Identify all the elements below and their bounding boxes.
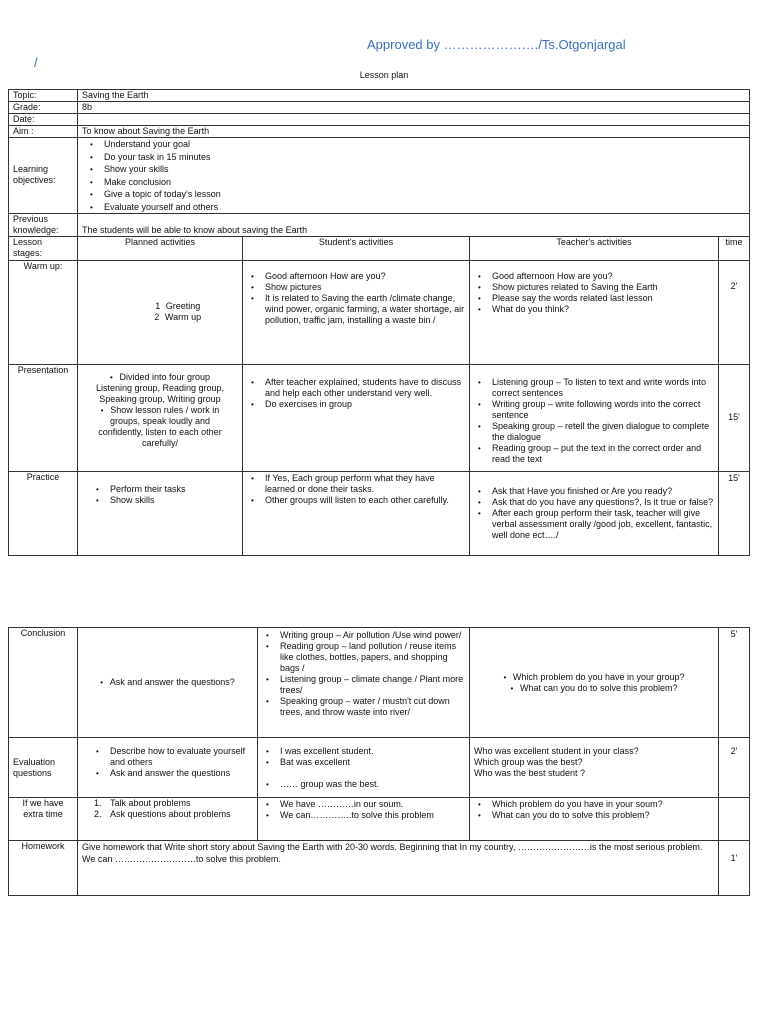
list-item: • After each group perform their task, teacher will give verbal assessment orally /good job, excellent, fantastic, well done ect…./: [474, 508, 714, 541]
topic-row: [9, 90, 750, 102]
list-item: • If Yes, Each group perform what they have learned or done their tasks.: [247, 473, 465, 495]
objectives-list: [86, 139, 745, 213]
practice-stage: Practice: [9, 471, 78, 555]
conclusion-students-list: [262, 630, 465, 718]
list-item: • Good afternoon How are you?: [247, 271, 465, 282]
homework-time: 1': [719, 841, 750, 896]
warmup-row: [9, 260, 750, 364]
lesson-plan-table-2: [8, 627, 750, 896]
extra-students-list: [262, 799, 465, 821]
extra-time: [719, 798, 750, 841]
list-item: • Perform their tasks: [92, 484, 238, 495]
date-label: Date:: [9, 114, 78, 126]
list-item: • Reading group – land pollution / reuse items like clothes, bottles, papers, and shopping bags /: [262, 641, 465, 674]
homework-stage: Homework: [9, 841, 78, 896]
list-item: • Show pictures: [247, 282, 465, 293]
evaluation-teacher-question: Who was excellent student in your class?: [474, 746, 639, 756]
conclusion-stage: Conclusion: [9, 628, 78, 738]
warmup-time: 2': [719, 260, 750, 364]
list-item: • I was excellent student.: [262, 746, 465, 757]
evaluation-time: 2': [719, 738, 750, 798]
list-item: • Other groups will listen to each other carefully.: [247, 495, 465, 506]
list-item: • We have …………in our soum.: [262, 799, 465, 810]
list-item: • After teacher explained, students have to discuss and help each other understand very well.: [247, 377, 465, 399]
list-item: • Reading group – put the text in the correct order and read the text: [474, 443, 714, 465]
list-item: • Evaluate yourself and others: [86, 202, 745, 213]
column-header-row: [9, 236, 750, 260]
list-item: • Do your task in 15 minutes: [86, 152, 745, 163]
extra-time-row: [9, 798, 750, 841]
warmup-stage: Warm up:: [9, 260, 78, 364]
list-item: • Do exercises in group: [247, 399, 465, 410]
homework-row: [9, 841, 750, 896]
list-item: • Writing group – write following words into the correct sentence: [474, 399, 714, 421]
date-row: [9, 114, 750, 126]
list-item: • …… group was the best.: [262, 779, 465, 790]
aim-label: Aim :: [9, 126, 78, 138]
page-title: Lesson plan: [359, 70, 409, 80]
presentation-planned-list: [92, 372, 228, 449]
presentation-stage: Presentation: [9, 364, 78, 471]
warmup-students-list: [247, 271, 465, 326]
presentation-teachers-list: [474, 377, 714, 465]
list-item: • Ask and answer the questions?: [98, 677, 237, 688]
practice-row: [9, 471, 750, 555]
practice-teachers-list: [474, 486, 714, 541]
conclusion-teachers-list: [474, 672, 714, 694]
grade-label: Grade:: [9, 102, 78, 114]
grade-row: [9, 102, 750, 114]
list-item: 1. Talk about problems: [94, 798, 191, 808]
practice-time: 15': [719, 471, 750, 555]
list-item: • Give a topic of today's lesson: [86, 189, 745, 200]
slash-mark: /: [34, 55, 38, 70]
list-item: • Listening group – To listen to text and write words into correct sentences: [474, 377, 714, 399]
practice-planned-list: [92, 484, 238, 506]
list-item: 1 Greeting: [155, 300, 201, 311]
list-item: • Ask that do you have any questions?, Is it true or false?: [474, 497, 714, 508]
date-value: [78, 114, 750, 126]
list-item: • Bat was excellent: [262, 757, 465, 768]
evaluation-row: [9, 738, 750, 798]
evaluation-stage: Evaluation questions: [9, 738, 78, 798]
header-stages: Lesson stages:: [9, 236, 78, 260]
list-item: • Speaking group – water / mustn't cut down trees, and throw waste into river/: [262, 696, 465, 718]
list-item: • What do you think?: [474, 304, 714, 315]
header-planned: Planned activities: [78, 236, 243, 260]
approved-by: Approved by …………………./Ts.Otgonjargal: [367, 37, 626, 52]
list-item: • Divided into four group Listening group, Reading group, Speaking group, Writing group: [92, 372, 228, 405]
list-item: • It is related to Saving the earth /climate change, wind power, organic farming, a water shortage, air pollution, traffic jam, installing a waste bin /: [247, 293, 465, 326]
lesson-plan-table-1: [8, 89, 750, 556]
list-item: • Please say the words related last lesson: [474, 293, 714, 304]
list-item: • Understand your goal: [86, 139, 745, 150]
list-item: • Show lesson rules / work in groups, speak loudly and confidently, listen to each other carefully/: [92, 405, 228, 449]
evaluation-teacher-question: Which group was the best?: [474, 757, 583, 767]
list-item: • We can…………..to solve this problem: [262, 810, 465, 821]
warmup-planned-list: [112, 301, 238, 323]
objectives-row: [9, 138, 750, 214]
list-item: 2 Warm up: [154, 311, 202, 322]
previous-value: The students will be able to know about saving the Earth: [78, 213, 750, 236]
practice-students-list: [247, 473, 465, 506]
objectives-label: Learning objectives:: [9, 138, 78, 214]
list-item: • Show your skills: [86, 164, 745, 175]
header-time: time: [719, 236, 750, 260]
presentation-row: [9, 364, 750, 471]
extra-stage: If we have extra time: [9, 798, 78, 841]
list-item: • Writing group – Air pollution /Use wind power/: [262, 630, 465, 641]
previous-row: [9, 213, 750, 236]
list-item: • Speaking group – retell the given dialogue to complete the dialogue: [474, 421, 714, 443]
list-item: • What can you do to solve this problem?: [474, 810, 714, 821]
homework-text: Give homework that Write short story about Saving the Earth with 20-30 words. Beginning that In my country, ……………………is the most serious problem. We can ………………………to solve this problem.: [78, 841, 719, 896]
list-item: • Which problem do you have in your soum?: [474, 799, 714, 810]
evaluation-teacher-question: Who was the best student ?: [474, 768, 586, 778]
list-item: • Show skills: [92, 495, 238, 506]
extra-teachers-list: [474, 799, 714, 821]
aim-row: [9, 126, 750, 138]
list-item: • Listening group – climate change / Plant more trees/: [262, 674, 465, 696]
conclusion-planned-list: [98, 677, 237, 688]
list-item: • Make conclusion: [86, 177, 745, 188]
grade-value: 8b: [78, 102, 750, 114]
warmup-teachers-list: [474, 271, 714, 315]
list-item: • Ask that Have you finished or Are you ready?: [474, 486, 714, 497]
presentation-time: 15': [719, 364, 750, 471]
evaluation-planned-list: [92, 746, 253, 779]
list-item: • Describe how to evaluate yourself and others: [92, 746, 253, 768]
topic-value: Saving the Earth: [78, 90, 750, 102]
extra-planned-list: [92, 798, 253, 820]
header-students: Student's activities: [243, 236, 470, 260]
topic-label: Topic:: [9, 90, 78, 102]
header-teachers: Teacher's activities: [470, 236, 719, 260]
list-item: 2. Ask questions about problems: [94, 809, 231, 819]
list-item: • What can you do to solve this problem?: [474, 683, 714, 694]
conclusion-row: [9, 628, 750, 738]
evaluation-students-list: [262, 746, 465, 790]
list-item: • Which problem do you have in your group?: [474, 672, 714, 683]
list-item: • Good afternoon How are you?: [474, 271, 714, 282]
conclusion-time: 5': [719, 628, 750, 738]
presentation-students-list: [247, 377, 465, 410]
list-item: • Ask and answer the questions: [92, 768, 253, 779]
aim-value: To know about Saving the Earth: [78, 126, 750, 138]
previous-label: Previous knowledge:: [9, 213, 78, 236]
list-item: • Show pictures related to Saving the Earth: [474, 282, 714, 293]
